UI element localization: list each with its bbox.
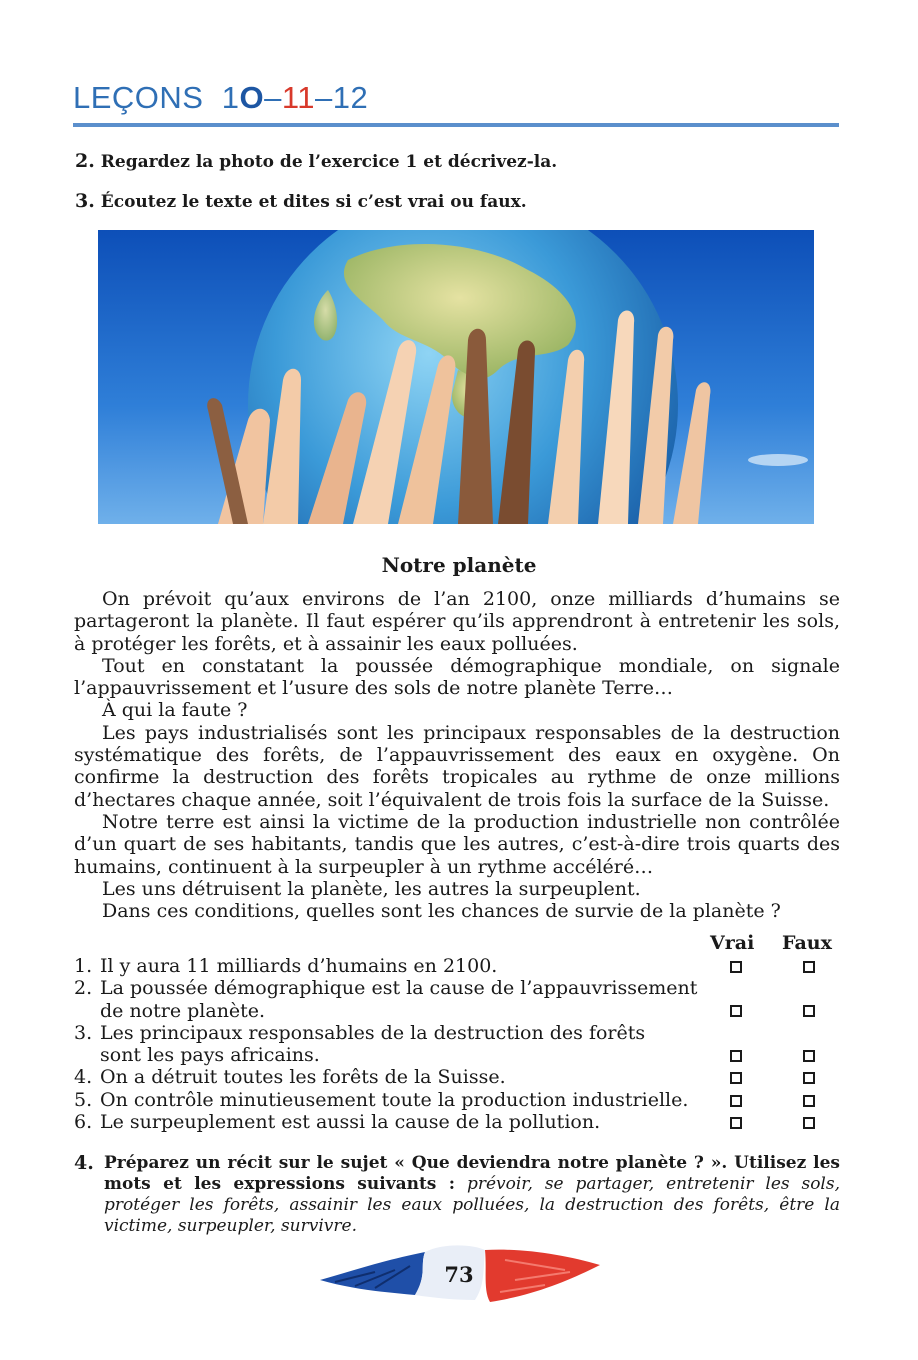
paragraph: On prévoit qu’aux environs de l’an 2100, onze milliards d’humains se partageront la planète. Il faut espérer qu’ils apprendront à entretenir les sols, à protéger les forêts, et à assainir les eaux polluées.	[74, 588, 840, 655]
statement-text: On a détruit toutes les forêts de la Suisse.	[100, 1066, 506, 1089]
lesson-num-12: 12	[332, 80, 369, 115]
true-checkbox[interactable]	[730, 1095, 742, 1107]
statement-text-line: Les principaux responsables de la destruction des forêts	[100, 1021, 646, 1044]
false-checkbox[interactable]	[803, 961, 815, 973]
page-number: 73	[444, 1262, 474, 1287]
lesson-num-o: O	[239, 80, 265, 115]
exercise-4-words: prévoir, se partager, entretenir les sols, protéger les forêts, assainir les eaux polluées, la destruction des forêts, être la victime, surpeupler, survivre.	[104, 1174, 841, 1236]
paragraph: Tout en constatant la poussée démographique mondiale, on signale l’appauvrissement et l’usure des sols de notre planète Terre…	[74, 654, 840, 700]
statement-4	[74, 1066, 844, 1088]
lesson-sep-2: –	[315, 80, 333, 115]
statement-text-line: La poussée démographique est la cause de l’appauvrissement	[100, 977, 698, 1000]
statement-number: 1.	[74, 955, 93, 977]
false-checkbox[interactable]	[803, 1050, 815, 1062]
statement-text: Il y aura 11 milliards d’humains en 2100.	[100, 955, 498, 977]
false-checkbox[interactable]	[803, 1072, 815, 1084]
exercise-2	[75, 150, 557, 172]
paragraph: Les pays industrialisés sont les principaux responsables de la destruction systématique des forêts, de l’appauvrissement des eaux en oxygène. On confirme la destruction des forêts tropicales au rythme de onze millions d’hectares chaque année, soit l’équivalent de trois fois la surface de la Suisse.	[74, 721, 840, 811]
statement-number: 5.	[74, 1088, 93, 1111]
paragraph: Dans ces conditions, quelles sont les chances de survie de la planète ?	[102, 900, 781, 923]
paragraph: Notre terre est ainsi la victime de la production industrielle non contrôlée d’un quart de ses habitants, tandis que les autres, c’est-à-dire trois quarts des humains, continuent à la surpeupler à un rythme accéléré…	[74, 810, 840, 878]
exercise-4	[74, 1153, 840, 1237]
lesson-word: LEÇONS	[73, 80, 204, 115]
lesson-header	[73, 80, 368, 116]
exercise-3-number: 3.	[75, 190, 95, 212]
exercise-4-text	[104, 1153, 840, 1237]
text-title: Notre planète	[381, 553, 537, 577]
exercise-4-number: 4.	[74, 1152, 94, 1174]
globe-hands-photo	[98, 230, 814, 524]
statement-text: On contrôle minutieusement toute la production industrielle.	[100, 1088, 689, 1111]
statement-text-line: de notre planète.	[100, 999, 266, 1022]
statement-3	[74, 1022, 844, 1067]
true-checkbox[interactable]	[730, 1005, 742, 1017]
true-checkbox[interactable]	[730, 961, 742, 973]
exercise-4-instruction: Préparez un récit sur le sujet « Que deviendra notre planète ? ». Utilisez les mots et les expressions suivants :	[104, 1153, 840, 1194]
exercise-2-text: Regardez la photo de l’exercice 1 et décrivez-la.	[100, 152, 558, 172]
false-checkbox[interactable]	[803, 1005, 815, 1017]
statement-1	[74, 955, 844, 977]
exercise-2-number: 2.	[75, 150, 95, 172]
lesson-sep-1: –	[264, 80, 282, 115]
statement-number: 3.	[74, 1021, 93, 1044]
statement-2	[74, 977, 844, 1022]
paragraph: À qui la faute ?	[102, 699, 248, 722]
column-true: Vrai	[710, 932, 755, 954]
false-checkbox[interactable]	[803, 1095, 815, 1107]
exercise-3-text: Écoutez le texte et dites si c’est vrai ou faux.	[100, 192, 527, 212]
statement-6	[74, 1111, 844, 1133]
statement-5	[74, 1089, 844, 1111]
true-checkbox[interactable]	[730, 1050, 742, 1062]
statement-number: 2.	[74, 977, 93, 1000]
exercise-3	[75, 190, 527, 212]
paragraph: Les uns détruisent la planète, les autres la surpeuplent.	[102, 877, 641, 900]
true-checkbox[interactable]	[730, 1117, 742, 1129]
statement-text-line: sont les pays africains.	[100, 1044, 320, 1067]
column-false: Faux	[782, 932, 832, 954]
lesson-num-1: 1	[221, 80, 240, 115]
header-rule	[73, 123, 839, 127]
lesson-num-11: 11	[281, 80, 316, 115]
true-checkbox[interactable]	[730, 1072, 742, 1084]
statement-number: 6.	[74, 1111, 93, 1134]
statement-text: Le surpeuplement est aussi la cause de la pollution.	[100, 1111, 601, 1134]
text-body	[74, 588, 840, 922]
false-checkbox[interactable]	[803, 1117, 815, 1129]
statement-number: 4.	[74, 1066, 93, 1089]
true-false-list	[74, 955, 844, 1133]
